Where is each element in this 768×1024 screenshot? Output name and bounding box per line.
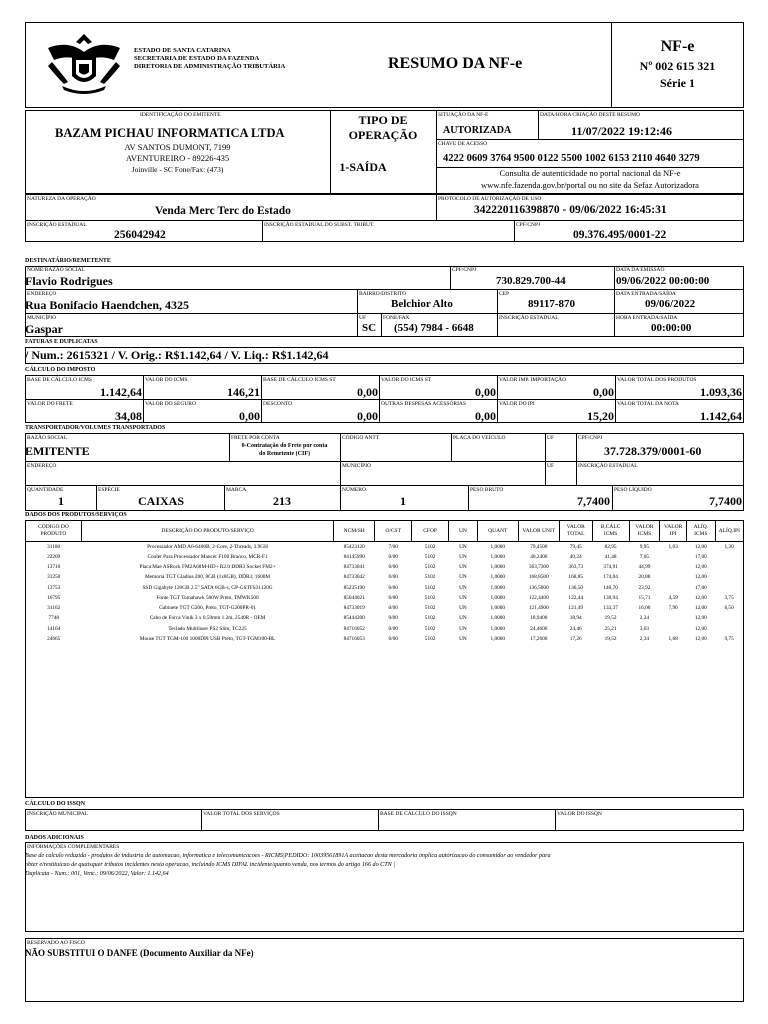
- consult-line-2: www.nfe.fazenda.gov.br/portal ou no site da Sefaz Autorizadora: [481, 179, 699, 190]
- invoices-text: / Num.: 2615321 / V. Orig.: R$1.142,64 / V. Liq.: R$1.142,64: [25, 348, 329, 362]
- situation-label: SITUAÇÃO DA NF-E: [438, 112, 489, 118]
- table-cell: 84733019: [343, 605, 365, 612]
- plate-label: PLACA DO VEÍCULO: [453, 435, 506, 441]
- nfe-number: Nº 002 615 321: [639, 59, 716, 73]
- icms-st: 0,00: [475, 385, 496, 399]
- base-st-label: BASE DE CÁLCULO ICMS ST: [263, 377, 336, 383]
- discount-label: DESCONTO: [263, 401, 293, 407]
- additional-line-1: Base de calculo reduzida - produtos de industria de automacao, informatica e telecomunicacoes - RICMS|PEDIDO: 10039561891A aceitacao desta mercadoria implica autorizacao do consumidor ao vendedor para: [25, 853, 551, 859]
- invoice-total-label: VALOR TOTAL DA NOTA: [617, 401, 680, 407]
- carrier-city-label: MUNICÍPIO: [342, 463, 372, 469]
- table-cell: 12,00: [694, 563, 707, 570]
- table-cell: 0/00: [388, 563, 398, 570]
- recipient-cep-label: CEP: [499, 291, 510, 297]
- quantity: 1: [58, 494, 64, 508]
- table-cell: 1,30: [724, 543, 734, 550]
- recipient-district: Belchior Alto: [391, 298, 453, 310]
- table-cell: 79,4500: [530, 543, 548, 550]
- issqn-im-label: INSCRIÇÃO MUNICIPAL: [27, 811, 89, 817]
- table-cell: 17,00: [694, 584, 707, 591]
- emitter-label: IDENTIFICAÇÃO DO EMITENTE: [140, 112, 221, 118]
- created-label: DATA/HORA CRIAÇÃO DESTE RESUMO: [540, 112, 640, 118]
- recipient-district-label: BAIRRO/DISTRITO: [359, 291, 407, 297]
- products-column-header: ALÍQ.IPI: [715, 521, 743, 541]
- table-cell: 25,21: [604, 625, 617, 632]
- freight-mode-line-1: 0-Contratação do Frete por conta: [241, 443, 328, 449]
- table-cell: 17,2600: [530, 636, 548, 643]
- recipient-city: Gaspar: [25, 322, 64, 336]
- table-cell: 18,94: [569, 615, 582, 622]
- products-column-header: CÓDIGO DO PRODUTO: [26, 521, 81, 541]
- operation-value: 1-SAÍDA: [339, 160, 387, 174]
- table-cell: 2,34: [639, 636, 650, 643]
- net-weight: 7,7400: [709, 494, 742, 508]
- products-column-header: QUANT: [477, 521, 518, 541]
- antt-label: CÓDIGO ANTT: [342, 435, 380, 441]
- table-cell: 5102: [424, 594, 436, 601]
- entry-time-label: HORA ENTRADA/SAÍDA: [616, 315, 678, 321]
- freight-label: VALOR DO FRETE: [27, 401, 73, 407]
- table-cell: 2,34: [639, 615, 650, 622]
- transport-section-title: TRANSPORTADOR/VOLUMES TRANSPORTADOS: [25, 425, 166, 431]
- issqn-services-label: VALOR TOTAL DOS SERVIÇOS: [203, 811, 280, 817]
- table-cell: 12,00: [694, 574, 707, 581]
- table-cell: 5102: [424, 615, 436, 622]
- table-cell: 1,0000: [490, 553, 506, 560]
- table-cell: 19,52: [604, 636, 617, 643]
- table-cell: Teclado Multilaser PS2 Slim, TC225: [168, 625, 247, 632]
- table-row: [26, 562, 743, 572]
- header-agency: [134, 47, 285, 71]
- table-cell: SSD Gigabyte 120GB 2.5" SATA 6GB-s, GP-GSTFS31120G: [142, 584, 273, 591]
- table-cell: UN: [459, 543, 467, 550]
- emission-label: DATA DA EMISSÃO: [616, 267, 665, 273]
- table-row: [26, 572, 743, 582]
- ie-st-label: INSCRIÇÃO ESTADUAL DO SUBST. TRIBUT.: [264, 222, 375, 228]
- situation-value: AUTORIZADA: [443, 125, 512, 136]
- table-cell: 122,4400: [528, 594, 549, 601]
- table-cell: 31180: [47, 543, 61, 550]
- carrier-cnpj-label: CPF/CNPJ: [578, 435, 603, 441]
- table-cell: UN: [459, 553, 467, 560]
- table-cell: [660, 562, 687, 572]
- table-cell: 140,70: [603, 584, 618, 591]
- table-cell: 136,50: [568, 584, 583, 591]
- table-cell: 136,5000: [528, 584, 549, 591]
- recipient-cpf-label: CPF/CNPJ: [452, 267, 477, 273]
- table-cell: 0/00: [388, 625, 398, 632]
- table-cell: 12,00: [694, 594, 707, 601]
- table-cell: [715, 552, 743, 562]
- icms: 146,21: [227, 385, 260, 399]
- products-column-header: DESCRIÇÃO DO PRODUTO/SERVIÇO: [81, 521, 333, 541]
- table-cell: Memoria TGT Gladius 200, 8GB (1x8GB), DDR3, 1600M: [144, 574, 271, 581]
- products-column-header: ALÍQ. ICMS: [686, 521, 715, 541]
- table-cell: 374,91: [603, 563, 618, 570]
- ipi-label: VALOR DO IPI: [499, 401, 535, 407]
- table-cell: 363,73: [568, 563, 583, 570]
- header-directorate: DIRETORIA DE ADMINISTRAÇÃO TRIBUTÁRIA: [134, 63, 286, 70]
- table-cell: 16,00: [638, 605, 651, 612]
- emitter-address: AV SANTOS DUMONT, 7199: [124, 142, 231, 152]
- net-weight-label: PESO LÍQUIDO: [614, 487, 652, 493]
- issqn-base-label: BASE DE CÁLCULO DO ISSQN: [380, 811, 457, 817]
- table-row: [26, 603, 743, 613]
- table-row: [26, 634, 743, 644]
- invoice-total: 1.142,64: [700, 409, 742, 423]
- table-cell: [660, 552, 687, 562]
- recipient-phone: (554) 7984 - 6648: [394, 322, 474, 334]
- table-cell: 1,0000: [490, 636, 506, 643]
- additional-line-3: Duplicata - Num.: 001, Venc.: 09/06/2022, Valor: 1.142,64: [25, 871, 169, 877]
- base-icms-label: BASE DE CÁLCULO ICMS: [27, 377, 92, 383]
- table-cell: 130,94: [603, 594, 618, 601]
- carrier-uf-label: UF: [547, 463, 555, 469]
- nature-label: NATUREZA DA OPERAÇÃO: [27, 196, 96, 202]
- cnpj-label: CPF/CNPJ: [516, 222, 541, 228]
- tax-section-title: CÁLCULO DO IMPOSTO: [25, 367, 96, 373]
- table-cell: UN: [459, 605, 467, 612]
- freight: 34,08: [115, 409, 142, 423]
- entry-date-label: DATA ENTRADA/SAÍDA: [616, 291, 676, 297]
- cnpj-value: 09.376.495/0001-22: [573, 229, 667, 241]
- table-cell: 5102: [424, 605, 436, 612]
- table-cell: 84733041: [343, 563, 365, 570]
- table-cell: 85423120: [343, 543, 365, 550]
- emitter-city-phone: Joinville - SC Fone/Fax: (473): [131, 165, 224, 174]
- table-cell: 85235190: [343, 584, 365, 591]
- base-st: 0,00: [357, 385, 378, 399]
- table-cell: 0/00: [388, 574, 398, 581]
- table-cell: 15,71: [638, 594, 651, 601]
- header-secretary: SECRETARIA DE ESTADO DA FAZENDA: [134, 55, 260, 62]
- table-cell: 84733042: [343, 574, 365, 581]
- table-cell: 168,8500: [528, 574, 549, 581]
- table-cell: 5102: [424, 553, 436, 560]
- table-cell: 1,0000: [490, 584, 506, 591]
- import-value: 0,00: [593, 385, 614, 399]
- table-cell: 6,50: [724, 605, 734, 612]
- table-cell: Cooler Para Processador Mancer F100 Branco, MCR-F1: [147, 553, 268, 560]
- ipi: 15,20: [587, 409, 614, 423]
- table-cell: Fonte TGT Tomahawk 500W Preto, TMWK500: [156, 594, 259, 601]
- freight-mode-label: FRETE POR CONTA: [231, 435, 280, 441]
- table-cell: 122,44: [568, 594, 583, 601]
- table-cell: 13753: [47, 584, 61, 591]
- table-cell: 4,59: [668, 594, 678, 601]
- table-cell: 84716053: [343, 636, 365, 643]
- products-column-header: CFOP: [412, 521, 449, 541]
- gross-weight: 7,7400: [577, 494, 610, 508]
- vehicle-uf-label: UF: [547, 435, 555, 441]
- page-title: RESUMO DA NF-e: [388, 55, 523, 72]
- table-cell: 5102: [424, 636, 436, 643]
- volume-number-label: NÚMERO: [342, 487, 366, 493]
- products-column-header: O/CST: [375, 521, 412, 541]
- base-icms: 1.142,64: [100, 385, 142, 399]
- other-expenses: 0,00: [475, 409, 496, 423]
- table-cell: Mouse TGT TGM-100 1000DPI USB Preto, TGT-TGM100-BL: [139, 636, 276, 643]
- table-cell: 1,68: [668, 636, 678, 643]
- table-cell: 84145990: [343, 553, 365, 560]
- carrier-address-label: ENDEREÇO: [27, 463, 57, 469]
- freight-mode: [229, 442, 340, 458]
- table-cell: 3,75: [724, 594, 734, 601]
- table-cell: 7,05: [639, 553, 650, 560]
- table-cell: 12,00: [694, 625, 707, 632]
- table-row: [26, 552, 743, 562]
- table-cell: [660, 582, 687, 592]
- table-cell: 79,45: [569, 543, 582, 550]
- table-cell: 16795: [47, 594, 61, 601]
- import-label: VALOR IMP. IMPORTAÇÃO: [499, 377, 567, 383]
- products-total-label: VALOR TOTAL DOS PRODUTOS: [617, 377, 697, 383]
- fisco-label: RESERVADO AO FISCO: [27, 940, 85, 946]
- table-cell: 0/00: [388, 615, 398, 622]
- recipient-cep: 89117-870: [528, 298, 576, 310]
- entry-time: 00:00:00: [651, 322, 692, 334]
- table-cell: 24665: [47, 636, 61, 643]
- recipient-phone-label: FONE/FAX: [383, 315, 410, 321]
- invoices-section-title: FATURAS E DUPLICATAS: [25, 339, 98, 345]
- insurance-label: VALOR DO SEGURO: [145, 401, 196, 407]
- table-cell: Cabo de Forca Vinik 3 x 0,50mm 1.2m, 2540R - OEM: [149, 615, 266, 622]
- ie-label: INSCRIÇÃO ESTADUAL: [27, 222, 87, 228]
- table-cell: 1,0000: [490, 574, 506, 581]
- products-column-header: VALOR IPI: [660, 521, 687, 541]
- table-cell: UN: [459, 625, 467, 632]
- table-cell: [715, 624, 743, 634]
- carrier-cnpj: 37.728.379/0001-60: [604, 444, 702, 458]
- table-cell: 1,0000: [490, 543, 506, 550]
- access-key: 4222 0609 3764 9500 0122 5500 1002 6153 2110 4640 3279: [443, 153, 700, 164]
- table-cell: 14164: [47, 625, 61, 632]
- table-cell: 18,9400: [530, 615, 548, 622]
- table-cell: UN: [459, 574, 467, 581]
- table-cell: 0/00: [388, 553, 398, 560]
- table-cell: 85044021: [343, 594, 365, 601]
- table-cell: 7/00: [388, 543, 398, 550]
- emitter-name: BAZAM PICHAU INFORMATICA LTDA: [55, 126, 285, 140]
- table-cell: [660, 572, 687, 582]
- table-cell: 24,4600: [530, 625, 548, 632]
- additional-info-text: [25, 852, 740, 879]
- recipient-uf-label: UF: [359, 315, 367, 321]
- products-column-header: VALOR TOTAL: [559, 521, 592, 541]
- carrier-name-label: RAZÃO SOCIAL: [27, 435, 68, 441]
- carrier-name: EMITENTE: [25, 444, 90, 458]
- discount: 0,00: [357, 409, 378, 423]
- protocol-value: 342220116398870 - 09/06/2022 16:45:31: [474, 204, 667, 216]
- products-total: 1.093,36: [700, 385, 742, 399]
- table-cell: 5102: [424, 625, 436, 632]
- doc-type: NF-e: [660, 38, 695, 55]
- table-cell: 0/00: [388, 584, 398, 591]
- table-cell: 168,85: [568, 574, 583, 581]
- table-cell: 9,75: [724, 636, 734, 643]
- table-cell: [660, 613, 687, 623]
- recipient-address-label: ENDEREÇO: [27, 291, 57, 297]
- table-cell: 1,0000: [490, 594, 506, 601]
- table-cell: 12,00: [694, 605, 707, 612]
- table-cell: 1,03: [668, 543, 678, 550]
- table-cell: 0/00: [388, 605, 398, 612]
- table-cell: [715, 613, 743, 623]
- emitter-district: AVENTUREIRO - 89226-435: [125, 153, 230, 163]
- table-cell: 121,4900: [528, 605, 549, 612]
- table-cell: 17,00: [694, 553, 707, 560]
- products-body: [26, 541, 743, 644]
- ie-value: 256042942: [114, 229, 166, 241]
- table-cell: 3,03: [639, 625, 650, 632]
- table-cell: UN: [459, 563, 467, 570]
- table-cell: 1,0000: [490, 605, 506, 612]
- recipient-section-title: DESTINATÁRIO/REMETENTE: [25, 258, 111, 264]
- recipient-ie-label: INSCRIÇÃO ESTADUAL: [499, 315, 559, 321]
- table-cell: 31250: [47, 574, 61, 581]
- state-coat-of-arms-icon: [38, 30, 130, 98]
- table-cell: UN: [459, 584, 467, 591]
- table-cell: 1,0000: [490, 625, 506, 632]
- created-value: 11/07/2022 19:12:46: [571, 124, 672, 138]
- additional-section-title: DADOS ADICIONAIS: [25, 835, 84, 841]
- kind-label: ESPÉCIE: [98, 487, 120, 493]
- table-cell: 23,92: [638, 584, 651, 591]
- table-cell: 133,37: [603, 605, 618, 612]
- carrier-ie-label: INSCRIÇÃO ESTADUAL: [578, 463, 638, 469]
- volume-number: 1: [400, 494, 406, 508]
- table-cell: 174,04: [603, 574, 618, 581]
- emission-value: 09/06/2022 00:00:00: [616, 275, 710, 287]
- table-cell: 84716052: [343, 625, 365, 632]
- consult-line-1: Consulta de autenticidade no portal nacional da NF-e: [499, 168, 681, 178]
- products-column-header: B.CÁLC ICMS: [592, 521, 629, 541]
- table-cell: 0/00: [388, 636, 398, 643]
- operation-label-2: OPERAÇÃO: [348, 128, 418, 142]
- freight-mode-line-2: do Remetente (CIF): [259, 451, 310, 457]
- table-cell: [715, 562, 743, 572]
- table-cell: 12,00: [694, 636, 707, 643]
- insurance: 0,00: [239, 409, 260, 423]
- consult-text: [436, 168, 744, 191]
- kind: CAIXAS: [138, 494, 185, 508]
- brand: 213: [273, 494, 291, 508]
- table-cell: 9,95: [639, 543, 650, 550]
- other-expenses-label: OUTRAS DESPESAS ACESSÓRIAS: [381, 401, 466, 407]
- table-cell: 85444200: [343, 615, 365, 622]
- table-cell: UN: [459, 615, 467, 622]
- icms-st-label: VALOR DO ICMS ST: [381, 377, 432, 383]
- table-row: [26, 593, 743, 603]
- table-cell: 5102: [424, 584, 436, 591]
- table-cell: 0/00: [388, 594, 398, 601]
- table-cell: [715, 572, 743, 582]
- table-cell: Placa Mae ASRock FM2A68M-HD+ R2.0 DDR3 Socket FM2+: [139, 563, 276, 570]
- issqn-value-label: VALOR DO ISSQN: [557, 811, 602, 817]
- table-cell: [660, 624, 687, 634]
- gross-weight-label: PESO BRUTO: [470, 487, 504, 493]
- table-row: [26, 582, 743, 592]
- products-section-title: DADOS DOS PRODUTOS/SERVIÇOS: [25, 512, 127, 518]
- table-cell: 24,46: [569, 625, 582, 632]
- table-cell: 12,00: [694, 543, 707, 550]
- issqn-section-title: CÁLCULO DO ISSQN: [25, 801, 86, 807]
- table-cell: 19,52: [604, 615, 617, 622]
- table-cell: 44,99: [638, 563, 651, 570]
- products-header-row: [26, 521, 743, 541]
- table-cell: 41,48: [604, 553, 617, 560]
- products-column-header: VALOR ICMS: [629, 521, 660, 541]
- brand-label: MARCA: [226, 487, 247, 493]
- table-cell: 5102: [424, 563, 436, 570]
- table-cell: Processador AMD A6-6400B, 2-Core, 2-Threads, 3.9GH: [147, 543, 268, 550]
- table-cell: 1,0000: [490, 615, 506, 622]
- table-cell: 82,95: [604, 543, 617, 550]
- table-cell: 1,0000: [490, 563, 506, 570]
- table-cell: [715, 582, 743, 592]
- recipient-name-label: NOME/RAZÃO SOCIAL: [27, 267, 85, 273]
- table-cell: 5102: [424, 543, 436, 550]
- header-state: ESTADO DE SANTA CATARINA: [134, 47, 231, 54]
- table-cell: Gabinete TGT G200, Preto, TGT-G200PR-01: [159, 605, 256, 612]
- table-cell: 121,49: [568, 605, 583, 612]
- quantity-label: QUANTIDADE: [27, 487, 64, 493]
- recipient-city-label: MUNICÍPIO: [27, 315, 57, 321]
- nfe-series: Série 1: [660, 76, 695, 90]
- table-cell: 363,7300: [528, 563, 549, 570]
- products-column-header: VALOR UNIT: [518, 521, 559, 541]
- table-cell: 31162: [47, 605, 61, 612]
- table-cell: 17,26: [569, 636, 582, 643]
- table-cell: 5102: [424, 574, 436, 581]
- products-column-header: NCM/SH: [334, 521, 375, 541]
- access-key-label: CHAVE DE ACESSO: [438, 141, 488, 147]
- table-row: [26, 613, 743, 623]
- table-cell: 7,90: [668, 605, 678, 612]
- recipient-uf: SC: [362, 322, 377, 334]
- fisco-text: NÃO SUBSTITUI O DANFE (Documento Auxiliar da NFe): [25, 948, 254, 958]
- table-cell: 22209: [47, 553, 61, 560]
- products-table-box: [25, 520, 744, 798]
- additional-line-2: obter e/restituicao de quaisquer tributos incidentes nesta operacao, incluindo ICMS DIFAL incidente/quanto venda, nos termos do artigo 166 do CTN |: [25, 862, 395, 868]
- table-row: [26, 541, 743, 552]
- table-row: [26, 624, 743, 634]
- table-cell: 13710: [47, 563, 61, 570]
- table-cell: 40,24: [569, 553, 582, 560]
- protocol-label: PROTOCOLO DE AUTORIZAÇÃO DE USO: [438, 196, 542, 202]
- operation-label-1: TIPO DE: [358, 113, 408, 127]
- recipient-address: Rua Bonifacio Haendchen, 4325: [25, 298, 190, 312]
- table-cell: UN: [459, 594, 467, 601]
- table-cell: 12,00: [694, 615, 707, 622]
- entry-date: 09/06/2022: [645, 298, 696, 310]
- table-cell: 20,88: [638, 574, 651, 581]
- recipient-cpf: 730.829.700-44: [496, 275, 566, 287]
- additional-info-label: INFORMAÇÕES COMPLEMENTARES: [27, 844, 120, 850]
- products-table: [26, 521, 743, 644]
- recipient-name: Flavio Rodrigues: [25, 274, 113, 288]
- nature-value: Venda Merc Terc do Estado: [155, 205, 291, 217]
- table-cell: 40,2400: [530, 553, 548, 560]
- table-cell: UN: [459, 636, 467, 643]
- products-column-header: UN: [449, 521, 478, 541]
- table-cell: 7748: [48, 615, 59, 622]
- icms-label: VALOR DO ICMS: [145, 377, 188, 383]
- emitter-address-block: [25, 142, 330, 175]
